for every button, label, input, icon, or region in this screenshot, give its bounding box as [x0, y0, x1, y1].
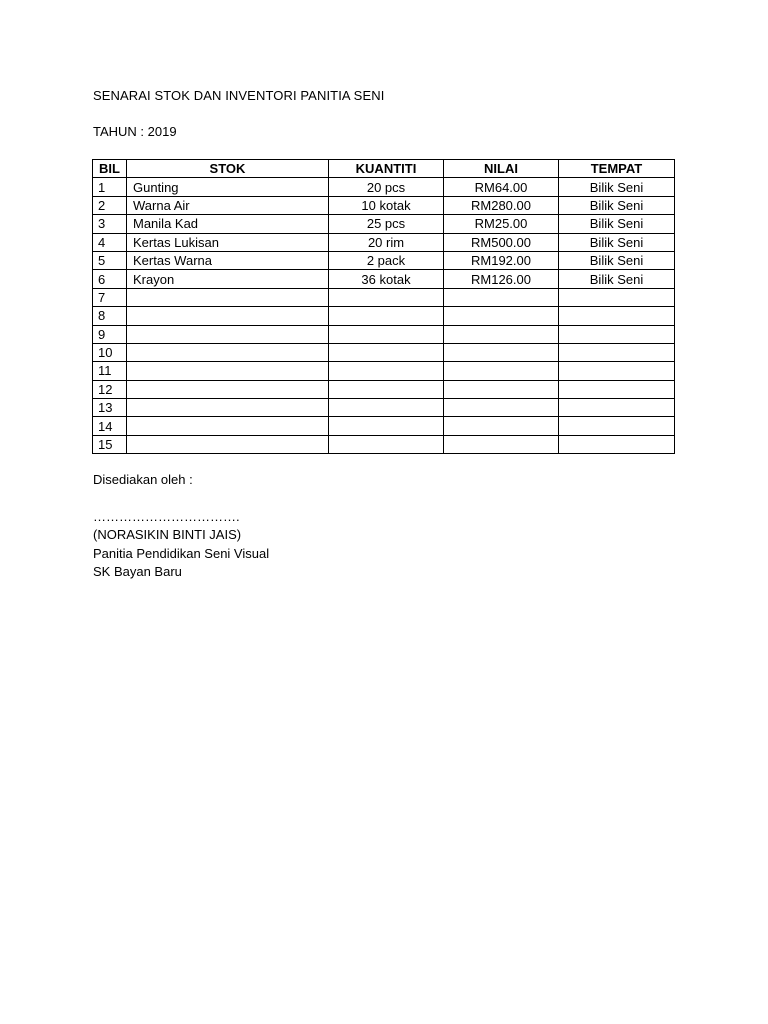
cell-nilai: RM500.00: [444, 233, 559, 251]
header-kuantiti: KUANTITI: [329, 160, 444, 178]
cell-kuantiti: [329, 380, 444, 398]
cell-nilai: [444, 435, 559, 453]
cell-bil: 6: [93, 270, 127, 288]
cell-tempat: Bilik Seni: [559, 270, 675, 288]
cell-kuantiti: 20 rim: [329, 233, 444, 251]
cell-nilai: [444, 307, 559, 325]
cell-stok: [127, 307, 329, 325]
table-row: [93, 325, 675, 343]
cell-kuantiti: 20 pcs: [329, 178, 444, 196]
cell-nilai: [444, 288, 559, 306]
cell-bil: 9: [93, 325, 127, 343]
cell-stok: [127, 399, 329, 417]
cell-nilai: [444, 362, 559, 380]
cell-kuantiti: [329, 343, 444, 361]
cell-tempat: [559, 362, 675, 380]
table-row: [93, 435, 675, 453]
table-row: [93, 399, 675, 417]
cell-stok: [127, 380, 329, 398]
cell-bil: 10: [93, 343, 127, 361]
cell-nilai: [444, 343, 559, 361]
cell-kuantiti: [329, 325, 444, 343]
preparer-name: (NORASIKIN BINTI JAIS): [93, 527, 242, 543]
cell-tempat: Bilik Seni: [559, 196, 675, 214]
cell-bil: 5: [93, 251, 127, 269]
cell-bil: 12: [93, 380, 127, 398]
cell-bil: 15: [93, 435, 127, 453]
cell-bil: 7: [93, 288, 127, 306]
cell-stok: [127, 325, 329, 343]
header-nilai: NILAI: [444, 160, 559, 178]
cell-kuantiti: [329, 307, 444, 325]
cell-stok: Kertas Lukisan: [127, 233, 329, 251]
cell-tempat: Bilik Seni: [559, 251, 675, 269]
cell-nilai: RM64.00: [444, 178, 559, 196]
cell-bil: 13: [93, 399, 127, 417]
cell-stok: Kertas Warna: [127, 251, 329, 269]
cell-tempat: [559, 343, 675, 361]
table-header-row: [93, 160, 675, 178]
cell-stok: Krayon: [127, 270, 329, 288]
cell-kuantiti: 2 pack: [329, 251, 444, 269]
cell-bil: 3: [93, 215, 127, 233]
header-bil: BIL: [93, 160, 127, 178]
cell-tempat: Bilik Seni: [559, 215, 675, 233]
inventory-table: [92, 159, 675, 454]
cell-kuantiti: [329, 417, 444, 435]
cell-nilai: [444, 417, 559, 435]
cell-kuantiti: [329, 399, 444, 417]
table-row: [93, 270, 675, 288]
cell-stok: Manila Kad: [127, 215, 329, 233]
cell-stok: [127, 362, 329, 380]
cell-kuantiti: 10 kotak: [329, 196, 444, 214]
cell-bil: 8: [93, 307, 127, 325]
header-tempat: TEMPAT: [559, 160, 675, 178]
cell-stok: [127, 288, 329, 306]
cell-stok: Warna Air: [127, 196, 329, 214]
table-row: [93, 178, 675, 196]
cell-kuantiti: 25 pcs: [329, 215, 444, 233]
table-row: [93, 307, 675, 325]
cell-bil: 4: [93, 233, 127, 251]
cell-tempat: [559, 417, 675, 435]
table-row: [93, 362, 675, 380]
cell-kuantiti: [329, 288, 444, 306]
cell-kuantiti: [329, 362, 444, 380]
cell-stok: [127, 435, 329, 453]
cell-tempat: [559, 380, 675, 398]
cell-tempat: [559, 399, 675, 417]
school-name: SK Bayan Baru: [93, 563, 182, 579]
cell-nilai: RM126.00: [444, 270, 559, 288]
cell-nilai: [444, 325, 559, 343]
year-line: TAHUN : 2019: [93, 124, 177, 139]
signature-line: …………………………….: [93, 509, 240, 524]
table-row: [93, 288, 675, 306]
cell-bil: 14: [93, 417, 127, 435]
table-row: [93, 215, 675, 233]
cell-tempat: [559, 307, 675, 325]
cell-bil: 2: [93, 196, 127, 214]
cell-nilai: RM192.00: [444, 251, 559, 269]
header-stok: STOK: [127, 160, 329, 178]
cell-bil: 1: [93, 178, 127, 196]
table-row: [93, 417, 675, 435]
cell-tempat: [559, 288, 675, 306]
cell-nilai: [444, 399, 559, 417]
table-row: [93, 251, 675, 269]
cell-stok: [127, 343, 329, 361]
signature-block: [93, 508, 269, 581]
cell-tempat: Bilik Seni: [559, 233, 675, 251]
table-row: [93, 380, 675, 398]
table-row: [93, 233, 675, 251]
cell-bil: 11: [93, 362, 127, 380]
cell-tempat: Bilik Seni: [559, 178, 675, 196]
cell-stok: Gunting: [127, 178, 329, 196]
table-row: [93, 343, 675, 361]
cell-tempat: [559, 325, 675, 343]
cell-kuantiti: 36 kotak: [329, 270, 444, 288]
cell-kuantiti: [329, 435, 444, 453]
document-title: SENARAI STOK DAN INVENTORI PANITIA SENI: [93, 88, 385, 103]
cell-tempat: [559, 435, 675, 453]
cell-nilai: RM25.00: [444, 215, 559, 233]
preparer-role: Panitia Pendidikan Seni Visual: [93, 545, 270, 561]
prepared-by-label: Disediakan oleh :: [93, 472, 193, 487]
cell-nilai: [444, 380, 559, 398]
cell-stok: [127, 417, 329, 435]
table-row: [93, 196, 675, 214]
cell-nilai: RM280.00: [444, 196, 559, 214]
